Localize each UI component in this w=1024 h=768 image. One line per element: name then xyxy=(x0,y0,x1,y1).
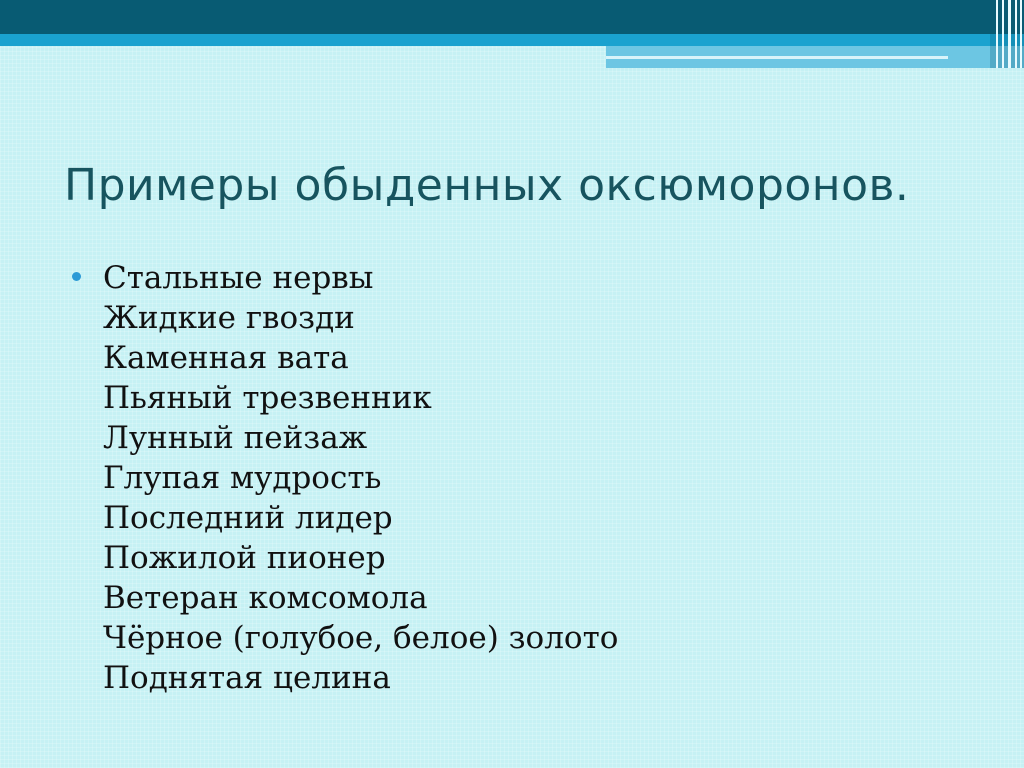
list-item: Ветеран комсомола xyxy=(103,580,428,616)
header-stripe xyxy=(0,34,1024,46)
list-item: Каменная вата xyxy=(103,340,349,376)
bullet-list xyxy=(72,258,618,698)
header-band xyxy=(0,0,1024,34)
list-item: Поднятая целина xyxy=(103,660,391,696)
oxymoron-list xyxy=(72,258,618,698)
list-item: Лунный пейзаж xyxy=(103,420,368,456)
slide-title: Примеры обыденных оксюморонов. xyxy=(64,160,910,211)
header-decoration xyxy=(990,0,1024,68)
list-item: Пьяный трезвенник xyxy=(103,380,432,416)
list-item: Пожилой пионер xyxy=(103,540,386,576)
header-accent-line xyxy=(606,56,948,59)
list-item: Стальные нервы xyxy=(103,260,374,296)
bullet-icon xyxy=(72,272,81,281)
list-item: Чёрное (голубое, белое) золото xyxy=(103,620,619,656)
list-item: Жидкие гвозди xyxy=(103,300,355,336)
list-item: Последний лидер xyxy=(103,500,393,536)
list-item: Глупая мудрость xyxy=(103,460,382,496)
